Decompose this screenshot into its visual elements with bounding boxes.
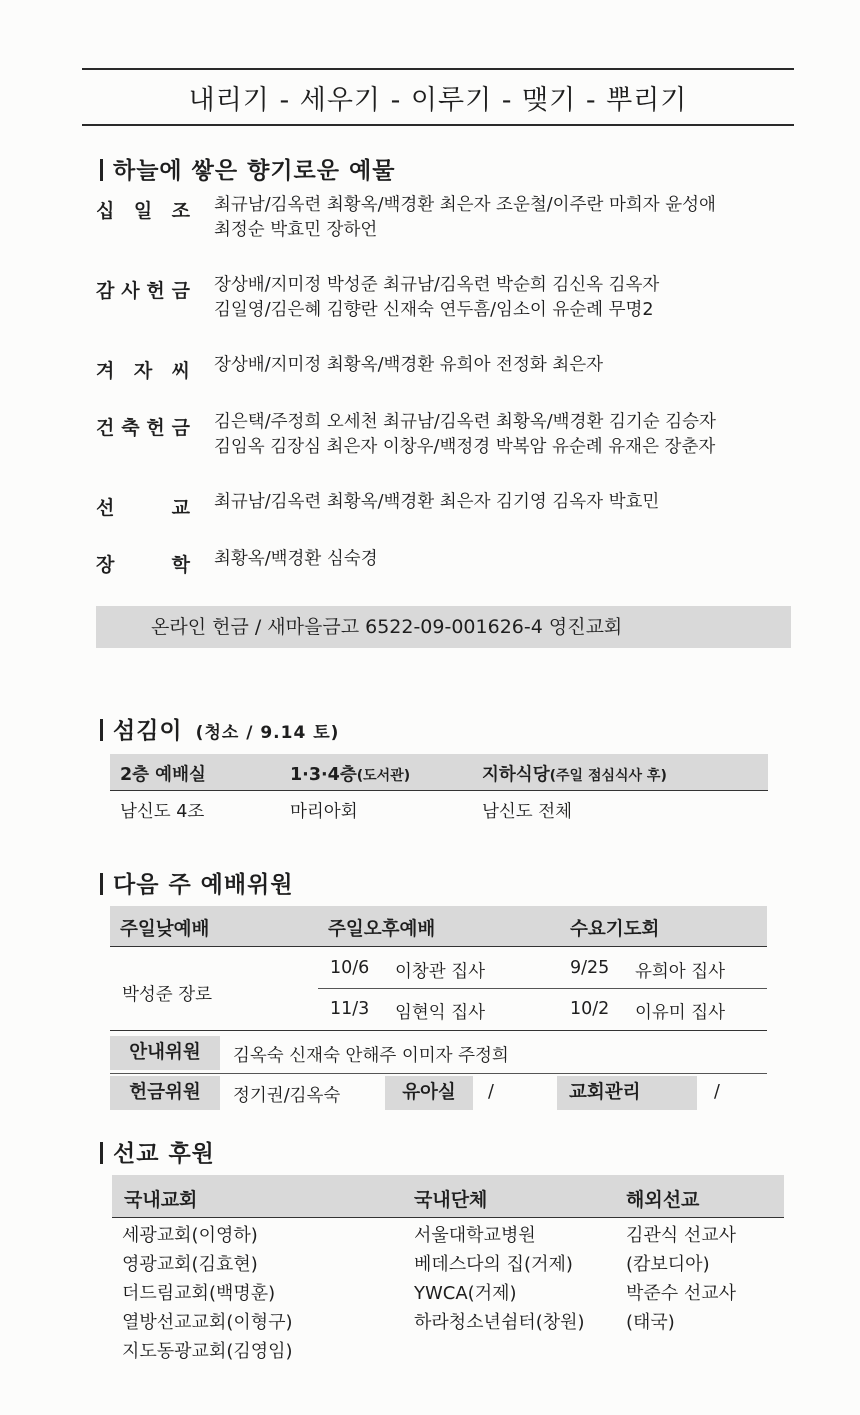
worship-header-rule [110, 946, 767, 947]
offering-line: 장상배/지미정 박성준 최규남/김옥련 박순희 김신옥 김옥자 [214, 275, 660, 295]
offering-label: 감 사 헌 금 [96, 280, 192, 302]
worship-afternoon-date: 11/3 [330, 999, 370, 1019]
missions-header-churches: 국내교회 [124, 1189, 198, 1211]
overseas-list [626, 1221, 736, 1337]
worship-wednesday-name: 이유미 집사 [635, 1003, 726, 1023]
list-item: (캄보디아) [626, 1254, 710, 1275]
worship-afternoon-name: 임현익 집사 [395, 1003, 486, 1023]
offering-line: 김임옥 김장심 최은자 이창우/백정경 박복암 유순례 유재은 장춘자 [214, 437, 716, 457]
church-mgmt-label: 교회관리 [557, 1076, 697, 1110]
offering-names-scholarship [214, 547, 804, 572]
service-value-floor2: 남신도 4조 [120, 802, 205, 822]
motto: 내리기 - 세우기 - 이루기 - 맺기 - 뿌리기 [188, 85, 688, 116]
worship-afternoon-date: 10/6 [330, 958, 370, 978]
motto-rule [82, 124, 794, 126]
worship-header-morning: 주일낮예배 [120, 919, 210, 940]
offerings-title-text: 하늘에 쌓은 향기로운 예물 [113, 158, 396, 184]
offerings-title [100, 152, 395, 185]
offering-names-tithe [214, 193, 804, 243]
worship-title [100, 866, 294, 899]
service-header-main: 지하식당 [482, 765, 550, 785]
church-mgmt-value: / [714, 1082, 720, 1102]
offering-line: 김일영/김은혜 김향란 신재숙 연두흠/임소이 유순례 무명2 [214, 300, 654, 320]
missions-header-overseas: 해외선교 [626, 1189, 700, 1211]
worship-wednesday-name: 유희아 집사 [635, 962, 726, 982]
list-item: 김관식 선교사 [626, 1225, 737, 1246]
offering-label-tithe [96, 196, 192, 223]
service-header-row [110, 754, 768, 790]
offering-names-mustard [214, 353, 804, 378]
service-title [100, 712, 339, 745]
top-rule [82, 68, 794, 70]
list-item: 더드림교회(백명훈) [122, 1283, 276, 1304]
offering-line: 장상배/지미정 최황옥/백경환 유희아 전정화 최은자 [214, 355, 604, 375]
offering-label: 선 교 [96, 497, 192, 519]
online-offering-banner: 온라인 헌금 / 새마을금고 6522-09-001626-4 영진교회 [96, 606, 791, 648]
service-header-sub: (도서관) [356, 768, 411, 784]
offering-label-mustard [96, 356, 192, 383]
service-header-floors134 [290, 761, 410, 786]
usher-rule [110, 1073, 767, 1074]
offering-label-building [96, 413, 192, 440]
worship-wednesday-date: 10/2 [570, 999, 610, 1019]
offering-committee-names: 정기권/김옥숙 [233, 1086, 341, 1106]
missions-header-orgs: 국내단체 [414, 1189, 488, 1211]
list-item: 세광교회(이영하) [122, 1225, 258, 1246]
service-subtitle: (청소 / 9.14 토) [195, 723, 340, 743]
list-item: 베데스다의 집(거제) [414, 1254, 573, 1275]
offering-label-mission [96, 493, 192, 520]
service-header-basement [482, 761, 667, 786]
section-bar-icon [100, 873, 103, 895]
worship-mid-rule [318, 988, 767, 989]
list-item: 영광교회(김효현) [122, 1254, 258, 1275]
offering-names-mission [214, 490, 804, 515]
offering-names-thanks [214, 273, 804, 323]
list-item: 서울대학교병원 [414, 1225, 536, 1246]
list-item: 하라청소년쉼터(창원) [414, 1312, 585, 1333]
offering-label-scholarship [96, 550, 192, 577]
service-header-main: 1·3·4층 [290, 765, 357, 785]
offering-line: 최정순 박효민 장하언 [214, 220, 378, 240]
service-value-floors134: 마리아회 [290, 802, 358, 822]
offering-line: 최규남/김옥련 최황옥/백경환 최은자 조운철/이주란 마희자 윤성애 [214, 195, 716, 215]
worship-body-rule [110, 1030, 767, 1031]
nursery-value: / [488, 1082, 494, 1102]
worship-afternoon-name: 이창관 집사 [395, 962, 486, 982]
offering-label: 겨 자 씨 [96, 360, 192, 382]
nursery-label: 유아실 [385, 1076, 473, 1110]
service-header-main: 2층 예배실 [120, 765, 206, 785]
list-item: YWCA(거제) [414, 1283, 517, 1304]
list-item: (태국) [626, 1312, 675, 1333]
offering-line: 최황옥/백경환 심숙경 [214, 549, 378, 569]
service-header-rule [110, 790, 768, 791]
worship-sunday-leader: 박성준 장로 [122, 985, 213, 1005]
offering-names-building [214, 410, 804, 460]
service-title-text: 섬김이 [113, 718, 183, 744]
offering-label-thanks [96, 276, 192, 303]
usher-names: 김옥숙 신재숙 안해주 이미자 주정희 [233, 1046, 509, 1066]
offering-label: 십 일 조 [96, 200, 192, 222]
worship-header-wednesday: 수요기도회 [570, 919, 660, 940]
offering-committee-label: 헌금위원 [110, 1076, 220, 1110]
worship-title-text: 다음 주 예배위원 [113, 872, 294, 898]
list-item: 박준수 선교사 [626, 1283, 737, 1304]
section-bar-icon [100, 159, 103, 181]
domestic-orgs-list [414, 1221, 585, 1337]
worship-wednesday-date: 9/25 [570, 958, 610, 978]
missions-title-text: 선교 후원 [113, 1141, 215, 1167]
list-item: 열방선교교회(이형구) [122, 1312, 293, 1333]
missions-title [100, 1135, 215, 1168]
worship-header-afternoon: 주일오후예배 [328, 919, 436, 940]
offering-line: 김은택/주정희 오세천 최규남/김옥련 최황옥/백경환 김기순 김승자 [214, 412, 716, 432]
section-bar-icon [100, 719, 103, 741]
usher-label: 안내위원 [110, 1036, 220, 1070]
offering-label: 장 학 [96, 554, 192, 576]
section-bar-icon [100, 1142, 103, 1164]
service-header-floor2 [120, 761, 206, 786]
missions-header-rule [112, 1217, 784, 1218]
service-header-sub: (주일 점심식사 후) [549, 768, 667, 784]
service-value-basement: 남신도 전체 [482, 802, 573, 822]
list-item: 지도동광교회(김영임) [122, 1341, 293, 1362]
domestic-churches-list [122, 1221, 293, 1366]
offering-line: 최규남/김옥련 최황옥/백경환 최은자 김기영 김옥자 박효민 [214, 492, 660, 512]
offering-label: 건 축 헌 금 [96, 417, 192, 439]
